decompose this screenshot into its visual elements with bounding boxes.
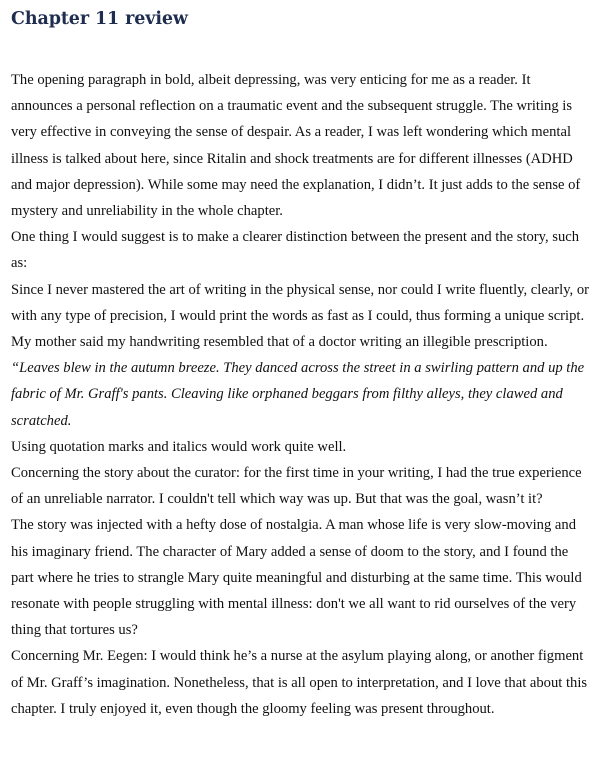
paragraph-quoted-present: Since I never mastered the art of writing in the physical sense, nor could I write fluently, clearly, or with any type of precision, I would print the words as fast as I could, thus forming a unique script. My mother said my handwriting resembled that of a doctor writing an illegible prescription. <box>11 281 590 351</box>
paragraph-mr-eegen: Concerning Mr. Eegen: I would think he’s a nurse at the asylum playing along, or another figment of Mr. Graff’s imagination. Nonetheless, that is all open to interpretation, and I love that about this chapter. I truly enjoyed it, even though the gloomy feeling was present throughout. <box>11 648 588 717</box>
paragraph-nostalgia: The story was injected with a hefty dose of nostalgia. A man whose life is very slow-moving and his imaginary friend. The character of Mary added a sense of doom to the story, and I found the part where he tries to strangle Mary quite meaningful and disturbing at the same time. This would resonate with people struggling with mental illness: don't we all want to rid ourselves of the very thing that tortures us? <box>11 517 582 639</box>
paragraph-quoted-story: “Leaves blew in the autumn breeze. They danced across the street in a swirling pattern and up the fabric of Mr. Graff's pants. Cleaving like orphaned beggars from filthy alleys, they clawed and scratched. <box>11 360 585 429</box>
paragraph-curator: Concerning the story about the curator: for the first time in your writing, I had the true experience of an unreliable narrator. I couldn't tell which way was up. But that was the goal, wasn’t it? <box>11 465 582 508</box>
paragraph-suggestion: One thing I would suggest is to make a clearer distinction between the present and the story, such as: <box>11 229 580 272</box>
paragraph-opening-review: The opening paragraph in bold, albeit depressing, was very enticing for me as a reader. It announces a personal reflection on a traumatic event and the subsequent struggle. The writing is very effective in conveying the sense of despair. As a reader, I was left wondering which mental illness is talked about here, since Ritalin and shock treatments are for different illnesses (ADHD and major depression). While some may need the explanation, I didn’t. It just adds to the sense of mystery and unreliability in the whole chapter. <box>11 72 581 220</box>
paragraph-quotation-advice: Using quotation marks and italics would work quite well. <box>11 438 347 455</box>
page-title: Chapter 11 review <box>11 9 188 29</box>
document-body <box>11 67 594 722</box>
